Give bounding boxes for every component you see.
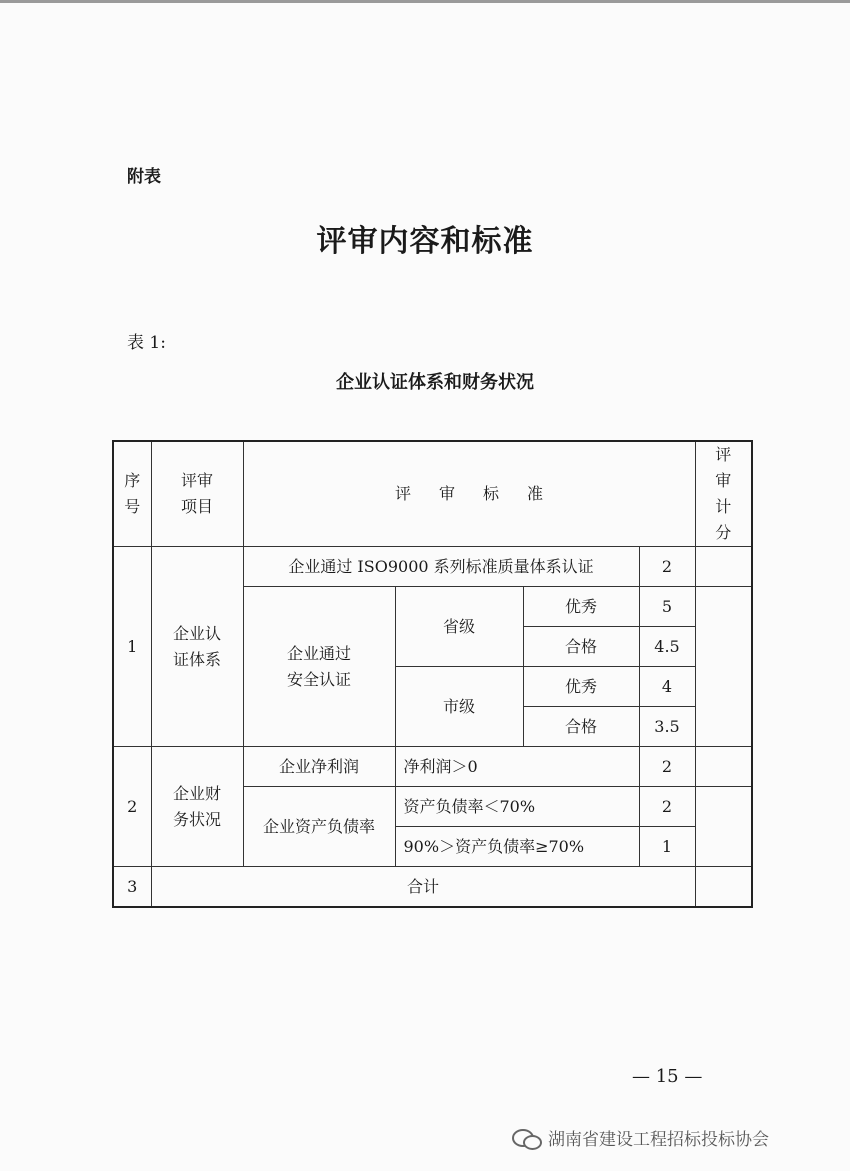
row3-no: 3 xyxy=(113,867,151,908)
header-item: 评审项目 xyxy=(151,441,243,547)
row1-city-excellent-points: 4 xyxy=(639,667,695,707)
main-title: 评审内容和标准 xyxy=(316,224,534,259)
row1-no: 1 xyxy=(113,547,151,747)
score-cell xyxy=(695,587,752,747)
annex-label: 附表 xyxy=(127,167,161,187)
header-standard: 评审标准 xyxy=(243,441,695,547)
row2-debt-label: 企业资产负债率 xyxy=(243,787,395,867)
row1-iso-points: 2 xyxy=(639,547,695,587)
row1-city-qualified-points: 3.5 xyxy=(639,707,695,747)
row1-item: 企业认证体系 xyxy=(151,547,243,747)
wechat-icon xyxy=(512,1127,542,1149)
row1-prov-excellent: 优秀 xyxy=(523,587,639,627)
row2-item: 企业财务状况 xyxy=(151,747,243,867)
row1-prov-excellent-points: 5 xyxy=(639,587,695,627)
header-no: 序号 xyxy=(113,441,151,547)
table-label: 表 1: xyxy=(127,333,166,353)
table-row xyxy=(113,547,752,587)
watermark xyxy=(512,1125,769,1150)
row2-net-profit-cond: 净利润＞0 xyxy=(395,747,639,787)
row2-net-profit-points: 2 xyxy=(639,747,695,787)
row1-iso-text: 企业通过 ISO9000 系列标准质量体系认证 xyxy=(243,547,639,587)
row3-total: 合计 xyxy=(151,867,695,908)
header-score: 评审计分 xyxy=(695,441,752,547)
row1-city: 市级 xyxy=(395,667,523,747)
row1-prov-qualified: 合格 xyxy=(523,627,639,667)
score-cell xyxy=(695,867,752,908)
table-row xyxy=(113,747,752,787)
score-cell xyxy=(695,787,752,867)
top-edge-line xyxy=(0,0,850,3)
row1-city-excellent: 优秀 xyxy=(523,667,639,707)
page-number: — 15 — xyxy=(632,1066,703,1087)
row2-debt-cond2: 90%＞资产负债率≥70% xyxy=(395,827,639,867)
row2-no: 2 xyxy=(113,747,151,867)
score-cell xyxy=(695,547,752,587)
watermark-text: 湖南省建设工程招标投标协会 xyxy=(548,1130,769,1150)
row1-safety-label: 企业通过安全认证 xyxy=(243,587,395,747)
evaluation-table xyxy=(112,440,753,908)
table-row xyxy=(113,867,752,908)
row2-debt-points1: 2 xyxy=(639,787,695,827)
row1-city-qualified: 合格 xyxy=(523,707,639,747)
row2-debt-points2: 1 xyxy=(639,827,695,867)
row1-prov-qualified-points: 4.5 xyxy=(639,627,695,667)
row2-debt-cond1: 资产负债率＜70% xyxy=(395,787,639,827)
table-title: 企业认证体系和财务状况 xyxy=(336,372,534,393)
score-cell xyxy=(695,747,752,787)
header-row xyxy=(113,441,752,547)
row1-provincial: 省级 xyxy=(395,587,523,667)
row2-net-profit-label: 企业净利润 xyxy=(243,747,395,787)
